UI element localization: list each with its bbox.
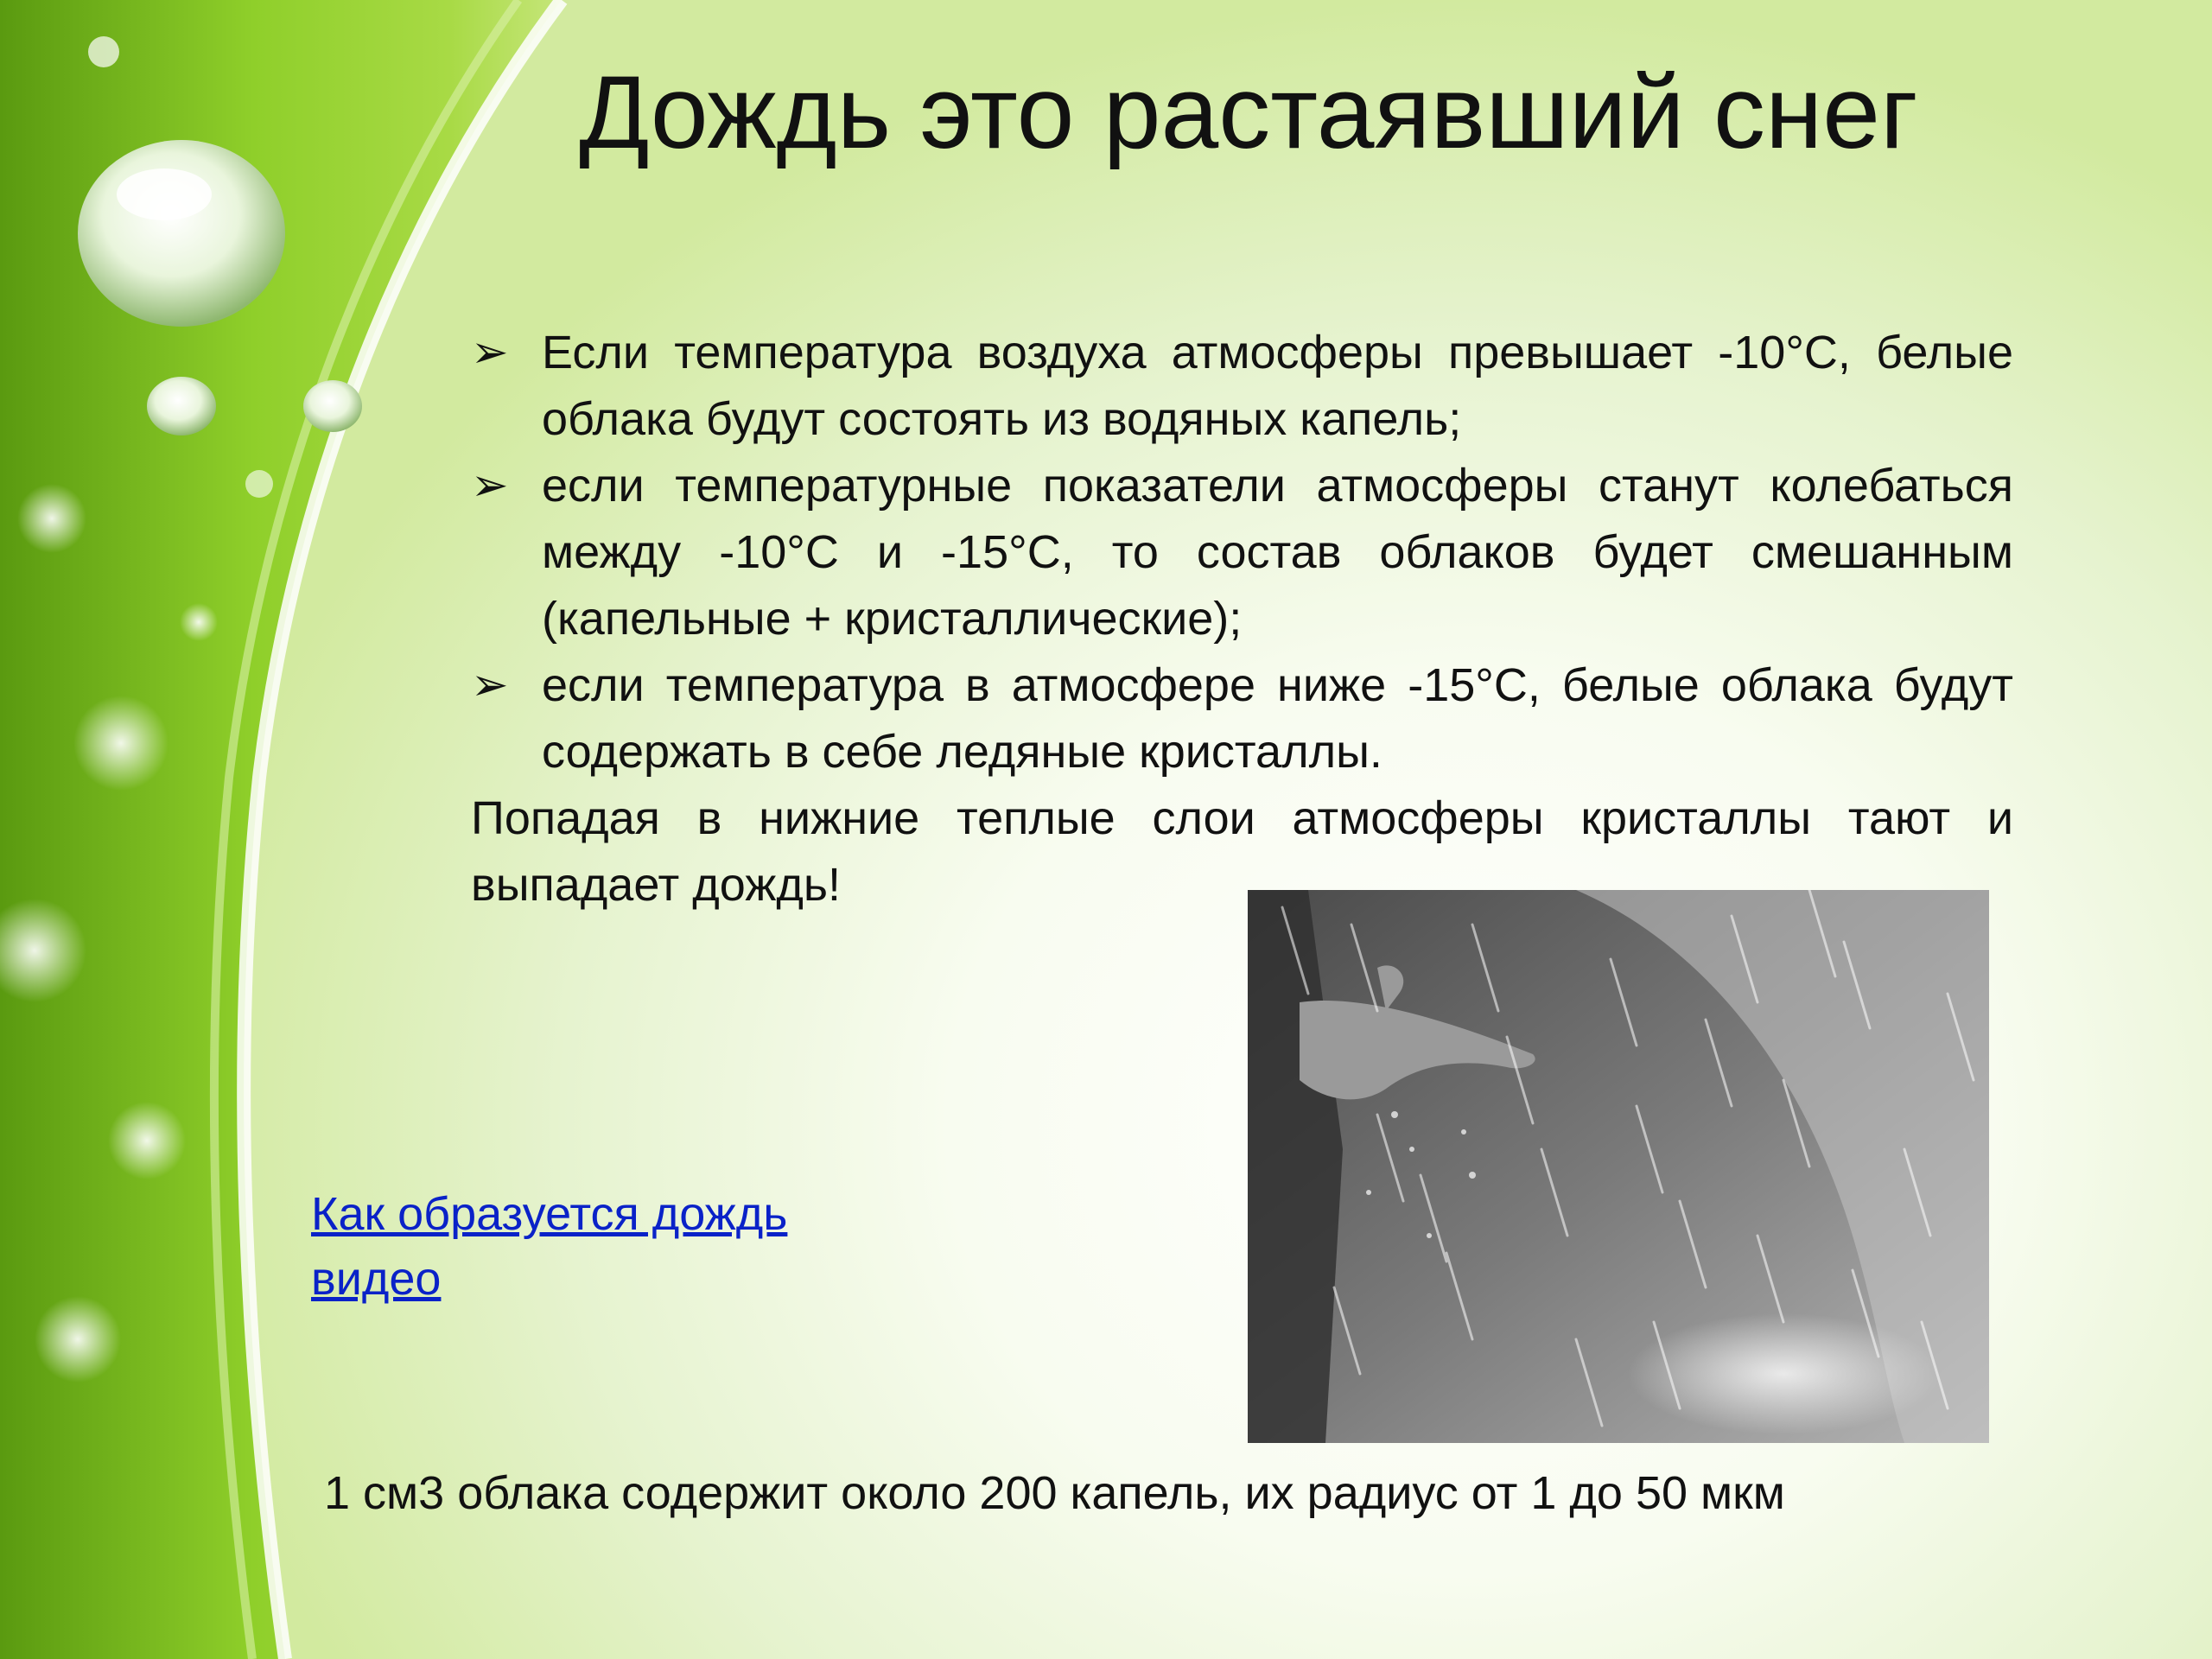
bullet-item <box>471 652 2013 785</box>
arrowhead-bullet-icon: ➢ <box>471 461 509 511</box>
bullet-list <box>471 320 2013 785</box>
arrowhead-bullet-icon: ➢ <box>471 660 509 710</box>
rain-hand-photo <box>1248 890 1989 1443</box>
conclusion-paragraph: Попадая в нижние теплые слои атмосферы кристаллы тают и выпадает дождь! <box>471 792 2013 911</box>
rain-photo-illustration <box>1248 890 1989 1443</box>
bullet-text: если температурные показатели атмосферы станут колебаться между -10°С и -15°С, то состав облаков будет смешанным (капельные + кристаллические); <box>542 460 2013 645</box>
slide-body <box>471 320 2013 918</box>
bullet-text: если температура в атмосфере ниже -15°С, белые облака будут содержать в себе ледяные кристаллы. <box>542 659 2013 778</box>
rain-video-link[interactable]: Как образуется дождь видео <box>311 1188 788 1305</box>
bullet-item <box>471 453 2013 652</box>
bullet-text: Если температура воздуха атмосферы превышает -10°С, белые облака будут состоять из водяных капель; <box>542 327 2013 445</box>
arrowhead-bullet-icon: ➢ <box>471 327 509 378</box>
bullet-item <box>471 320 2013 453</box>
footer-fact: 1 см3 облака содержит около 200 капель, их радиус от 1 до 50 мкм <box>324 1467 1785 1519</box>
slide-title: Дождь это растаявший снег <box>579 54 1918 170</box>
